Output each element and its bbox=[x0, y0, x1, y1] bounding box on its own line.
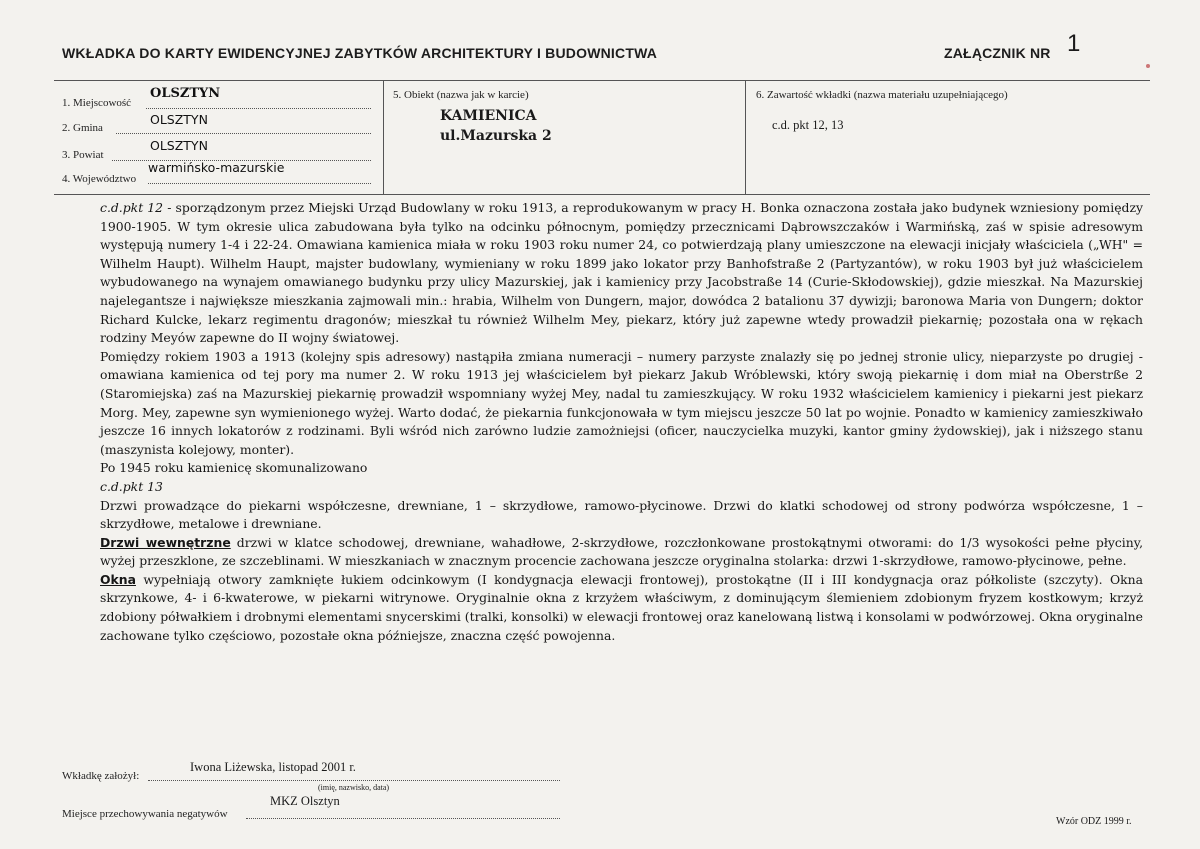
storage-dots bbox=[246, 818, 560, 819]
voivodeship-dots bbox=[148, 183, 371, 184]
paragraph-inner-doors bbox=[100, 534, 1143, 571]
inner-doors-text: drzwi w klatce schodowej, drewniane, wahadłowe, 2-skrzydłowe, rozczłonkowane prostokątnymi otworami: do 1/3 wysokości pełne płyciny, wyżej przeszklone, ze szczeblinami. W mieszkaniach w znacznym procencie zachowana jeszcze oryginalna stolarka: drzwi 1-skrzydłowe, ramowo-płycinowe, pełne. bbox=[100, 534, 1144, 569]
voivodeship-label: 4. Województwo bbox=[62, 173, 137, 185]
ink-dot bbox=[1146, 64, 1150, 68]
author-dots bbox=[148, 780, 560, 781]
windows-text: wypełniają otwory zamknięte łukiem odcinkowym (I kondygnacja elewacji frontowej), prostokątne (II i III kondygnacja oraz półkoliste (szczyty). Okna skrzynkowe, 4- i 6-kwaterowe, w piekarni witrynowe. Oryginalnie okna z krzyżem właściwym, z dominującym ślemieniem zdobionym fryzem kostkowym; krzyż zdobiony półwałkiem i drobnymi elementami snycerskimi (tralki, konsolki) w elewacji frontowej oraz kanelowaną listwą i konsolami w podwórzowej. Okna oryginalne zachowane tylko częściowo, pozostałe okna późniejsze, znaczna część powojenna. bbox=[100, 571, 1143, 643]
paragraph-renumbering: Pomiędzy rokiem 1903 a 1913 (kolejny spis adresowy) nastąpiła zmiana numeracji – numery parzyste znalazły się po jednej stronie ulicy, nieparzyste po drugiej - omawiana kamienica od tej pory ma numer 2. W roku 1913 jej właścicielem był piekarz Jakub Wróblewski, który swoją piekarnię i dom miał na Oberstrße 2 (Staromiejska) zaś na Mazurskiej piekarnię prowadził wspomniany wyżej Mey, nadal tu zamieszkujący. W roku 1932 właścicielem kamienicy i piekarni jest piekarz Morg. Mey, zapewne syn wymienionego wyżej. Warto dodać, że piekarnia funkcjonowała w tym miejscu jeszcze 50 lat po wojnie. Ponadto w kamienicy zamieszkiwało jeszcze 16 innych lokatorów z rodzinami. Byli wśród nich zarówno ludzie zamożniejsi (oficer, nauczycielka muzyki, kantor gminy żydowskiej), jak i niższego stanu (maszynista kolejowy, monter). bbox=[100, 348, 1143, 457]
author-label: Wkładkę założył: bbox=[62, 770, 140, 782]
contents-label: 6. Zawartość wkładki (nazwa materiału uzupełniającego) bbox=[756, 89, 1008, 101]
pkt12-text: - sporządzonym przez Miejski Urząd Budowlany w roku 1913, a reprodukowanym w pracy H. Bonka oznaczona została jako budynek wzniesiony pomiędzy 1900-1905. W tym okresie ulica zabudowana była tylko na odcinku północnym, pomiędzy przecznicami Dąbrowszczaków i Warmińską, zaś w spisie adresowym występują numery 1-4 i 22-24. Omawiana kamienica miała w roku 1903 roku numer 24, co potwierdzają plany umieszczone na elewacji inicjały właściciela („WH" = Wilhelm Haupt). Wilhelm Haupt, majster budowlany, wymieniany w roku 1899 jako lokator przy Banhofstraße 2 (Partyzantów), w roku 1903 był już właścicielem wybudowanego na wynajem omawianego budynku przy ulicy Mazurskiej, jak i kamienicy przy Jacobstraße 14 (Curie-Skłodowskiej), gdzie mieszkał. Na Mazurskiej najelegantsze i największe mieszkania zajmowali min.: hrabia, Wilhelm von Dungern, major, dowódca 2 batalionu 37 dywizji; baronowa Maria von Dungern; doktor Richard Kulcke, lekarz regimentu dragonów; mieszkał tu również Wilhelm Mey, piekarz, który już zapewne wtedy prowadził piekarnię; pozostała ona w rękach rodziny Meyów zapewne do II wojny światowej. bbox=[100, 200, 1144, 346]
district-value: OLSZTYN bbox=[150, 138, 208, 153]
voivodeship-value: warmińsko-mazurskie bbox=[148, 160, 285, 175]
storage-value: MKZ Olsztyn bbox=[270, 794, 340, 808]
locality-label: 1. Miejscowość bbox=[62, 97, 132, 109]
contents-value: c.d. pkt 12, 13 bbox=[772, 118, 844, 132]
paragraph-communalization: Po 1945 roku kamienicę skomunalizowano bbox=[100, 460, 368, 476]
body-text bbox=[100, 199, 1143, 645]
object-address: ul.Mazurska 2 bbox=[440, 128, 552, 144]
box-bottom-border bbox=[54, 194, 1150, 195]
commune-label: 2. Gmina bbox=[62, 122, 103, 134]
windows-keyword: Okna bbox=[100, 571, 136, 587]
pkt13-heading: c.d.pkt 13 bbox=[100, 478, 163, 494]
inner-doors-keyword: Drzwi wewnętrzne bbox=[100, 534, 231, 550]
object-name: KAMIENICA bbox=[440, 108, 537, 124]
attachment-number: 1 bbox=[1067, 30, 1081, 57]
box-divider-1 bbox=[383, 80, 384, 194]
pkt12-heading: c.d.pkt 12 bbox=[100, 200, 164, 215]
district-label: 3. Powiat bbox=[62, 149, 104, 161]
author-value: Iwona Liżewska, listopad 2001 r. bbox=[190, 760, 356, 774]
storage-label: Miejsce przechowywania negatywów bbox=[62, 808, 228, 820]
paragraph-windows bbox=[100, 571, 1143, 645]
paragraph-pkt12 bbox=[100, 199, 1143, 348]
form-title: WKŁADKA DO KARTY EWIDENCYJNEJ ZABYTKÓW ARCHITEKTURY I BUDOWNICTWA bbox=[62, 45, 658, 61]
locality-value: OLSZTYN bbox=[150, 86, 221, 101]
object-label: 5. Obiekt (nazwa jak w karcie) bbox=[393, 89, 529, 101]
paragraph-doors: Drzwi prowadzące do piekarni współczesne, drewniane, 1 – skrzydłowe, ramowo-płycinowe. Drzwi do klatki schodowej od strony podwórza współczesne, 1 –skrzydłowe, metalowe i drewniane. bbox=[100, 497, 1143, 532]
commune-dots bbox=[116, 133, 371, 134]
box-top-border bbox=[54, 80, 1150, 81]
box-divider-2 bbox=[745, 80, 746, 194]
commune-value: OLSZTYN bbox=[150, 112, 208, 127]
author-hint: (imię, nazwisko, data) bbox=[318, 783, 390, 792]
locality-dots bbox=[146, 108, 371, 109]
attachment-label: ZAŁĄCZNIK NR bbox=[944, 45, 1051, 61]
form-version: Wzór ODZ 1999 r. bbox=[1056, 816, 1132, 827]
